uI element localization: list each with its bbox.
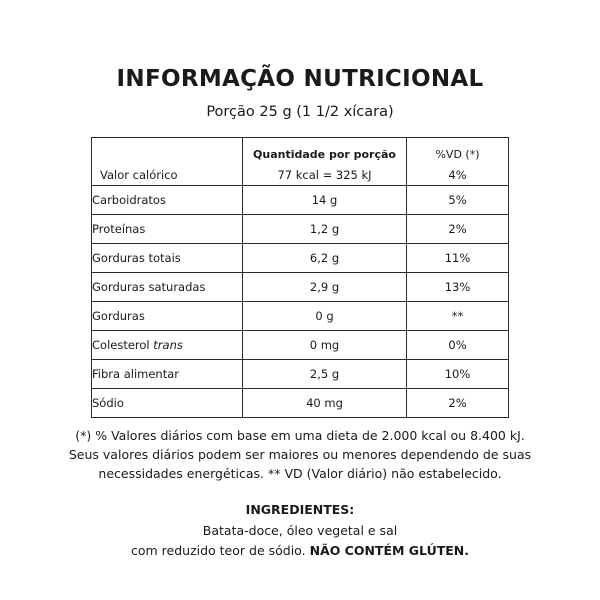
footnote-line: necessidades energéticas. ** VD (Valor diário) não estabelecido.: [98, 466, 502, 481]
nutrient-quantity: 0 mg: [243, 331, 407, 360]
calories-vd: 4%: [448, 168, 467, 182]
quantity-header-cell: [243, 138, 407, 186]
nutrient-name: Proteínas: [92, 222, 146, 236]
nutrient-label: [92, 302, 243, 331]
nutrient-quantity: 14 g: [243, 186, 407, 215]
vd-heading: %VD (*): [435, 148, 480, 161]
calories-label: Valor calórico: [100, 168, 178, 182]
table-row: [92, 273, 509, 302]
nutrient-label: [92, 273, 243, 302]
footnote-line: Seus valores diários podem ser maiores ou menores dependendo de suas: [68, 447, 532, 462]
ingredients-section: [0, 500, 600, 562]
quantity-heading: Quantidade por porção: [253, 148, 396, 161]
table-row: [92, 215, 509, 244]
nutrient-vd: 2%: [407, 215, 509, 244]
nutrient-label: [92, 215, 243, 244]
ingredients-text: com reduzido teor de sódio.: [130, 543, 310, 558]
table-row: [92, 331, 509, 360]
nutrient-vd: **: [407, 302, 509, 331]
nutrition-table: [91, 137, 509, 418]
nutrient-name: Sódio: [92, 396, 124, 410]
table-row: [92, 302, 509, 331]
nutrient-vd: 2%: [407, 389, 509, 418]
nutrient-vd: 11%: [407, 244, 509, 273]
nutrient-name: Gorduras totais: [92, 251, 181, 265]
nutrient-label: [92, 186, 243, 215]
ingredients-line: Batata-doce, óleo vegetal e sal: [202, 522, 398, 538]
nutrient-label: [92, 331, 243, 360]
nutrient-name: Gorduras: [92, 309, 145, 323]
portion-size: Porção 25 g (1 1/2 xícara): [206, 104, 394, 120]
label-title: INFORMAÇÃO NUTRICIONAL: [116, 66, 484, 92]
table-header-row: [92, 138, 509, 186]
nutrient-quantity: 0 g: [243, 302, 407, 331]
nutrient-name: Gorduras saturadas: [92, 280, 206, 294]
nutrient-quantity: 2,9 g: [243, 273, 407, 302]
nutrient-name: Colesterol: [92, 338, 154, 352]
nutrient-quantity: 2,5 g: [243, 360, 407, 389]
nutrient-vd: 5%: [407, 186, 509, 215]
ingredients-line: [0, 541, 600, 562]
nutrient-label: [92, 244, 243, 273]
nutrient-name: Carboidratos: [92, 193, 166, 207]
table-row: [92, 389, 509, 418]
calories-label-cell: [92, 138, 243, 186]
gluten-free-notice: NÃO CONTÉM GLÚTEN.: [309, 543, 469, 558]
nutrient-name: Fibra alimentar: [92, 367, 179, 381]
table-row: [92, 244, 509, 273]
nutrient-vd: 13%: [407, 273, 509, 302]
nutrient-label: [92, 360, 243, 389]
nutrient-quantity: 1,2 g: [243, 215, 407, 244]
nutrient-vd: 0%: [407, 331, 509, 360]
nutrient-quantity: 6,2 g: [243, 244, 407, 273]
table-row: [92, 360, 509, 389]
footnote-line: (*) % Valores diários com base em uma dieta de 2.000 kcal ou 8.400 kJ.: [75, 428, 525, 443]
footnote: [0, 426, 600, 483]
ingredients-heading: INGREDIENTES:: [245, 502, 355, 517]
nutrient-vd: 10%: [407, 360, 509, 389]
table-row: [92, 186, 509, 215]
nutrient-quantity: 40 mg: [243, 389, 407, 418]
nutrient-name-suffix: trans: [153, 338, 183, 352]
vd-header-cell: [407, 138, 509, 186]
calories-quantity: 77 kcal = 325 kJ: [277, 168, 372, 182]
nutrient-label: [92, 389, 243, 418]
